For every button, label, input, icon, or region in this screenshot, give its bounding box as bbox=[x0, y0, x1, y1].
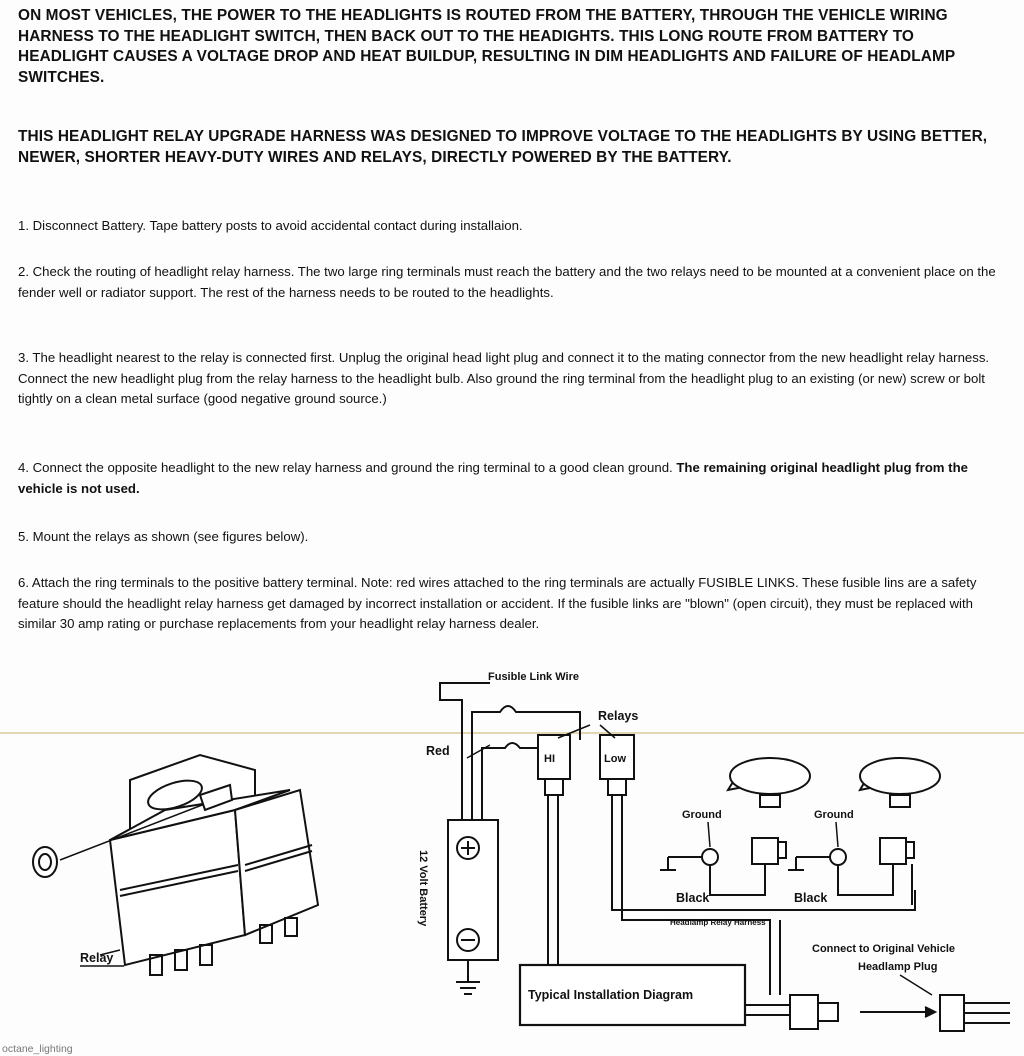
battery-label: 12 Volt Battery bbox=[417, 850, 429, 927]
harness-label: Headlamp Relay Harness bbox=[670, 918, 766, 927]
wiring-diagram bbox=[440, 683, 1010, 1031]
black-label-1: Black bbox=[676, 891, 710, 905]
ground-label-2: Ground bbox=[814, 809, 854, 821]
step-5-text: 5. Mount the relays as shown (see figures below). bbox=[18, 529, 309, 544]
intro-paragraph-1: ON MOST VEHICLES, THE POWER TO THE HEADLIGHTS IS ROUTED FROM THE BATTERY, THROUGH THE VEHICLE WIRING HARNESS TO THE HEADLIGHT SWITCH, THEN BACK OUT TO THE HEADIGHTS. THIS LONG ROUTE FROM BATTERY TO HEADLIGHT CAUSES A VOLTAGE DROP AND HEAT BUILDUP, RESULTING IN DIM HEADLIGHTS AND FAILURE OF HEADLAMP SWITCHES. bbox=[18, 7, 955, 86]
connect-label-line-2: Headlamp Plug bbox=[858, 961, 938, 973]
step-4-text: 4. Connect the opposite headlight to the new relay harness and ground the ring terminal to a good clean ground. bbox=[18, 460, 677, 475]
step-5 bbox=[18, 527, 1013, 548]
black-label-2: Black bbox=[794, 891, 828, 905]
step-4 bbox=[18, 458, 1013, 499]
relays-label: Relays bbox=[598, 709, 639, 723]
intro-paragraph-2: THIS HEADLIGHT RELAY UPGRADE HARNESS WAS DESIGNED TO IMPROVE VOLTAGE TO THE HEADLIGHTS BY USING BETTER, NEWER, SHORTER HEAVY-DUTY WIRES AND RELAYS, DIRECTLY POWERED BY THE BATTERY. bbox=[18, 128, 988, 166]
connect-label-line-1: Connect to Original Vehicle bbox=[812, 943, 956, 955]
step-3 bbox=[18, 348, 1013, 410]
step-2 bbox=[18, 262, 1013, 303]
step-6 bbox=[18, 573, 1013, 635]
step-2-text: 2. Check the routing of headlight relay harness. The two large ring terminals must reach the battery and the two relays need to be mounted at a convenient place on the fender well or radiator support. The rest of the harness needs to be routed to the headlights. bbox=[18, 264, 996, 300]
fusible-link-label: Fusible Link Wire bbox=[488, 671, 579, 683]
low-relay-label: Low bbox=[604, 753, 626, 765]
step-4-bold-text: The remaining original headlight plug from the vehicle is not used. bbox=[18, 460, 968, 496]
step-1-text: 1. Disconnect Battery. Tape battery posts to avoid accidental contact during installaion. bbox=[18, 218, 523, 233]
red-label: Red bbox=[426, 744, 450, 758]
step-1 bbox=[18, 216, 1013, 237]
ground-label-1: Ground bbox=[682, 809, 722, 821]
step-6-text: 6. Attach the ring terminals to the positive battery terminal. Note: red wires attached to the ring terminals are actually FUSIBLE LINKS. These fusible lins are a safety feature should the headlight relay harness get damaged by incorrect installation or accident. If the fusible links are "blown" (open circuit), they must be replaced with similar 30 amp rating or purchase replacements from your headlight relay harness dealer. bbox=[18, 575, 977, 632]
hi-relay-label: HI bbox=[544, 753, 555, 765]
installation-diagram bbox=[0, 664, 1024, 1056]
step-3-text: 3. The headlight nearest to the relay is connected first. Unplug the original head light plug and connect it to the mating connector from the new headlight relay harness. Connect the new headlight plug from the relay harness to the headlight bulb. Also ground the ring terminal from the headlight plug to an existing (or new) screw or bolt tightly on a clean metal surface (good negative ground source.) bbox=[18, 350, 990, 407]
relay-label: Relay bbox=[80, 951, 114, 965]
diagram-title: Typical Installation Diagram bbox=[528, 988, 694, 1002]
watermark: octane_lighting bbox=[2, 1043, 73, 1055]
relay-illustration bbox=[33, 755, 318, 975]
